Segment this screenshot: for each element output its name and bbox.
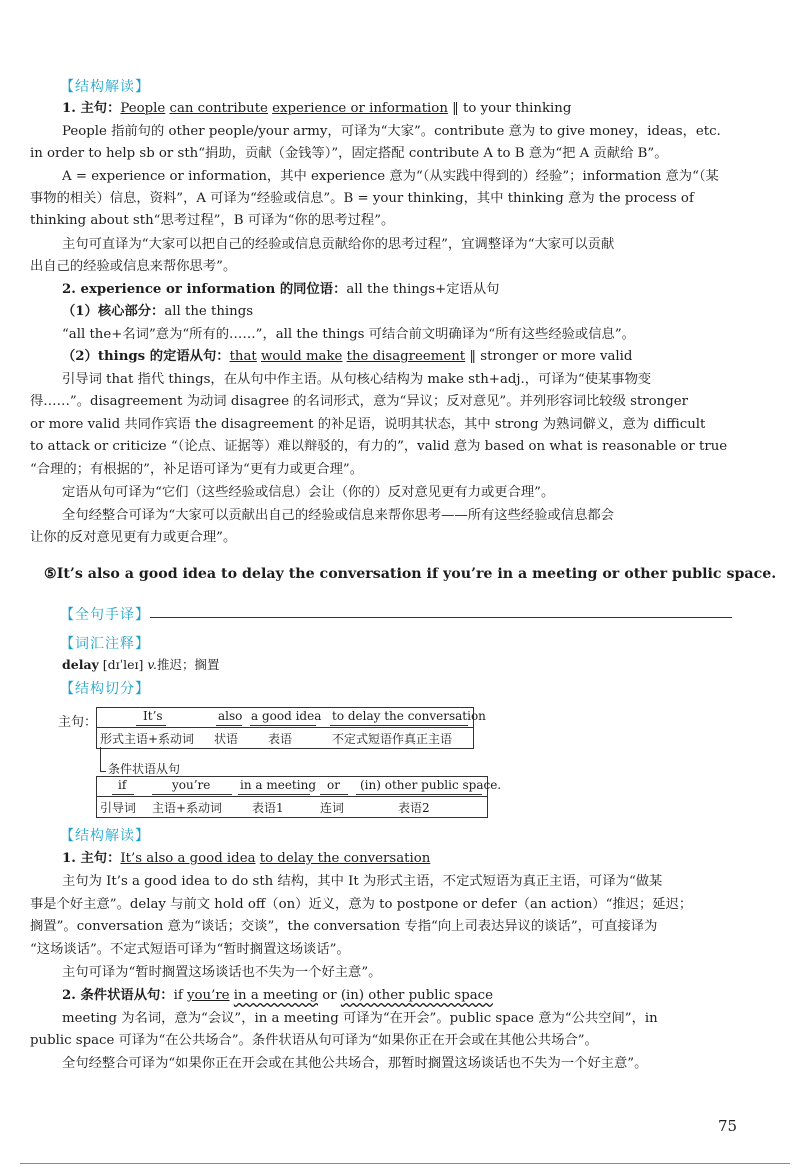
seg-main: It’s also a good idea [120,851,256,866]
sub-word-underline [112,794,134,795]
connector-line [100,771,106,772]
cond-clause-heading [62,987,493,1005]
para-line: 事是个好主意”。delay 与前文 hold off（on）近义，意为 to postpone or defer（an action）“推迟；延迟； [30,897,693,912]
sub-role: 表语2 [398,801,430,815]
sub-role: 连词 [320,801,345,815]
appositive-head: 2. experience or information 的同位语： [62,282,347,297]
appositive-heading [62,281,499,299]
section-tag-vocab: 【词汇注释】 [60,636,150,652]
core-heading [62,303,253,321]
sub-word: or [327,778,340,792]
para-line: 主句为 It’s a good idea to do sth 结构，其中 It 为形式主语，不定式短语为真正主语，可译为“做某 [62,874,663,889]
seg-rest: ‖ to your thinking [452,101,572,116]
core-head: （1）核心部分： [62,304,165,319]
vocab-entry [62,656,219,674]
para-line: in order to help sb or sth“捐助，贡献（金钱等）”，固定搭配 contribute A to B 意为“把 A 贡献给 B”。 [30,146,668,161]
sub-word: in a meeting [240,778,317,792]
cond-seg: or [322,988,337,1003]
main-role: 表语 [268,732,293,746]
sub-word-underline [152,794,232,795]
para-line: 全句经整合可译为“如果你正在开会或在其他公共场合，那暂时搁置这场谈话也不失为一个好主意”。 [62,1056,648,1071]
main-word: It’s [143,709,163,723]
main-word-underline [250,725,316,726]
sub-word: (in) other public space. [360,778,502,792]
para-line: 全句经整合可译为“大家可以贡献出自己的经验或信息来帮你思考——所有这些经验或信息都会 [62,508,614,523]
sub-word: you’re [172,778,211,792]
cond-seg: (in) other public space [340,988,493,1003]
cond-seg: in a meeting [233,988,319,1003]
sub-box-divider [96,796,487,797]
connector-line [100,747,101,771]
sub-word-underline [320,794,348,795]
attr-seg: that [229,349,257,364]
section-tag-split: 【结构切分】 [60,681,150,697]
main-word: a good idea [251,709,322,723]
sub-word-underline [238,794,310,795]
cond-head: 2. 条件状语从句： [62,988,174,1003]
attr-seg: ‖ stronger or more valid [469,349,633,364]
para-line: People 指前句的 other people/your army，可译为“大家”。contribute 意为 to give money，ideas，etc. [62,124,721,139]
seg-object: experience or information [272,101,448,116]
sub-word: if [118,778,127,792]
main-box-divider [96,727,473,728]
section-tag-translate: 【全句手译】 [60,607,150,623]
section-tag-structure: 【结构解读】 [60,79,150,95]
attr-clause-heading [62,348,632,366]
vocab-pos: v. [147,657,157,672]
cond-seg: you’re [187,988,230,1003]
para-line: 定语从句可译为“它们（这些经验或信息）会让（你的）反对意见更有力或更合理”。 [62,485,555,500]
core-tail: all the things [164,304,254,319]
sub-role: 引导词 [100,801,137,815]
diagram-main-label: 主句： [58,715,98,730]
main-role: 状语 [214,732,239,746]
para-line: public space 可译为“在公共场合”。条件状语从句可译为“如果你正在开会或在其他公共场合”。 [30,1033,598,1048]
vocab-meaning: 推迟；搁置 [156,657,220,672]
para-line: “all the+名词”意为“所有的……”，all the things 可结合前文明确译为“所有这些经验或信息”。 [62,327,635,342]
main-clause-num: 1. 主句： [62,101,121,116]
main-role: 不定式短语作真正主语 [332,732,453,746]
para-line: 事物的相关）信息，资料”，A 可译为“经验或信息”。B = your thinking，其中 thinking 意为 the process of [30,191,694,206]
main-word-underline [136,725,166,726]
vocab-word: delay [62,657,99,672]
page-number: 75 [718,1117,738,1135]
para-line: 引导词 that 指代 things，在从句中作主语。从句核心结构为 make sth+adj.，可译为“使某事物变 [62,372,652,387]
para-line: 得……”。disagreement 为动词 disagree 的名词形式，意为“异议；反对意见”。并列形容词比较级 stronger [30,394,688,409]
sub-word-underline [356,794,482,795]
main-role: 形式主语+系动词 [100,732,195,746]
sub-role: 表语1 [252,801,284,815]
para-line: or more valid 共同作宾语 the disagreement 的补足语，说明其状态，其中 strong 为熟词僻义，意为 difficult [30,417,706,432]
para-line: 出自己的经验或信息来帮你思考”。 [30,259,237,274]
para-line: to attack or criticize “（论点、证据等）难以辩驳的，有力的”，valid 意为 based on what is reasonable or true [30,439,728,454]
para-line: A = experience or information，其中 experience 意为“（从实践中得到的）经验”；information 意为“（某 [62,169,719,184]
para-line: “合理的；有根据的”，补足语可译为“更有力或更合理”。 [30,462,364,477]
attr-head: （2）things 的定语从句： [62,349,230,364]
appositive-tail: all the things+定语从句 [346,282,500,297]
seg-subject: People [120,101,166,116]
para-line: 主句可译为“暂时搁置这场谈话也不失为一个好主意”。 [62,965,382,980]
main-clause-line [62,100,571,118]
para-line: thinking about sth“思考过程”，B 可译为“你的思考过程”。 [30,213,395,228]
para-line: 搁置”。conversation 意为“谈话；交谈”，the conversation 专指“向上司表达异议的谈话”，可直接译为 [30,919,658,934]
sub-role: 主语+系动词 [152,801,223,815]
vocab-phonetic: [dɪˈleɪ] [102,657,144,672]
main-word-underline [216,725,242,726]
main-word: to delay the conversation [332,709,486,723]
seg-infinitive: to delay the conversation [259,851,431,866]
cond-seg: if [173,988,183,1003]
para-line: 让你的反对意见更有力或更合理”。 [30,530,237,545]
para-line: “这场谈话”。不定式短语可译为“暂时搁置这场谈话”。 [30,942,350,957]
sentence-five: ⑤It’s also a good idea to delay the conversation if you’re in a meeting or other public space. [44,566,777,582]
attr-seg: the disagreement [346,349,466,364]
translation-blank-line[interactable] [150,617,732,618]
footer-rule [20,1163,790,1164]
main-word-underline [330,725,468,726]
main-word: also [218,709,243,723]
attr-seg: would make [261,349,343,364]
diagram-cond-label: 条件状语从句 [108,762,181,776]
para-line: meeting 为名词，意为“会议”，in a meeting 可译为“在开会”。public space 意为“公共空间”，in [62,1011,658,1026]
main-clause-num: 1. 主句： [62,851,121,866]
seg-verb: can contribute [169,101,268,116]
section-tag-structure-2: 【结构解读】 [60,828,150,844]
main-clause-line-2 [62,850,430,868]
para-line: 主句可直译为“大家可以把自己的经验或信息贡献给你的思考过程”，宜调整译为“大家可以贡献 [62,237,615,252]
